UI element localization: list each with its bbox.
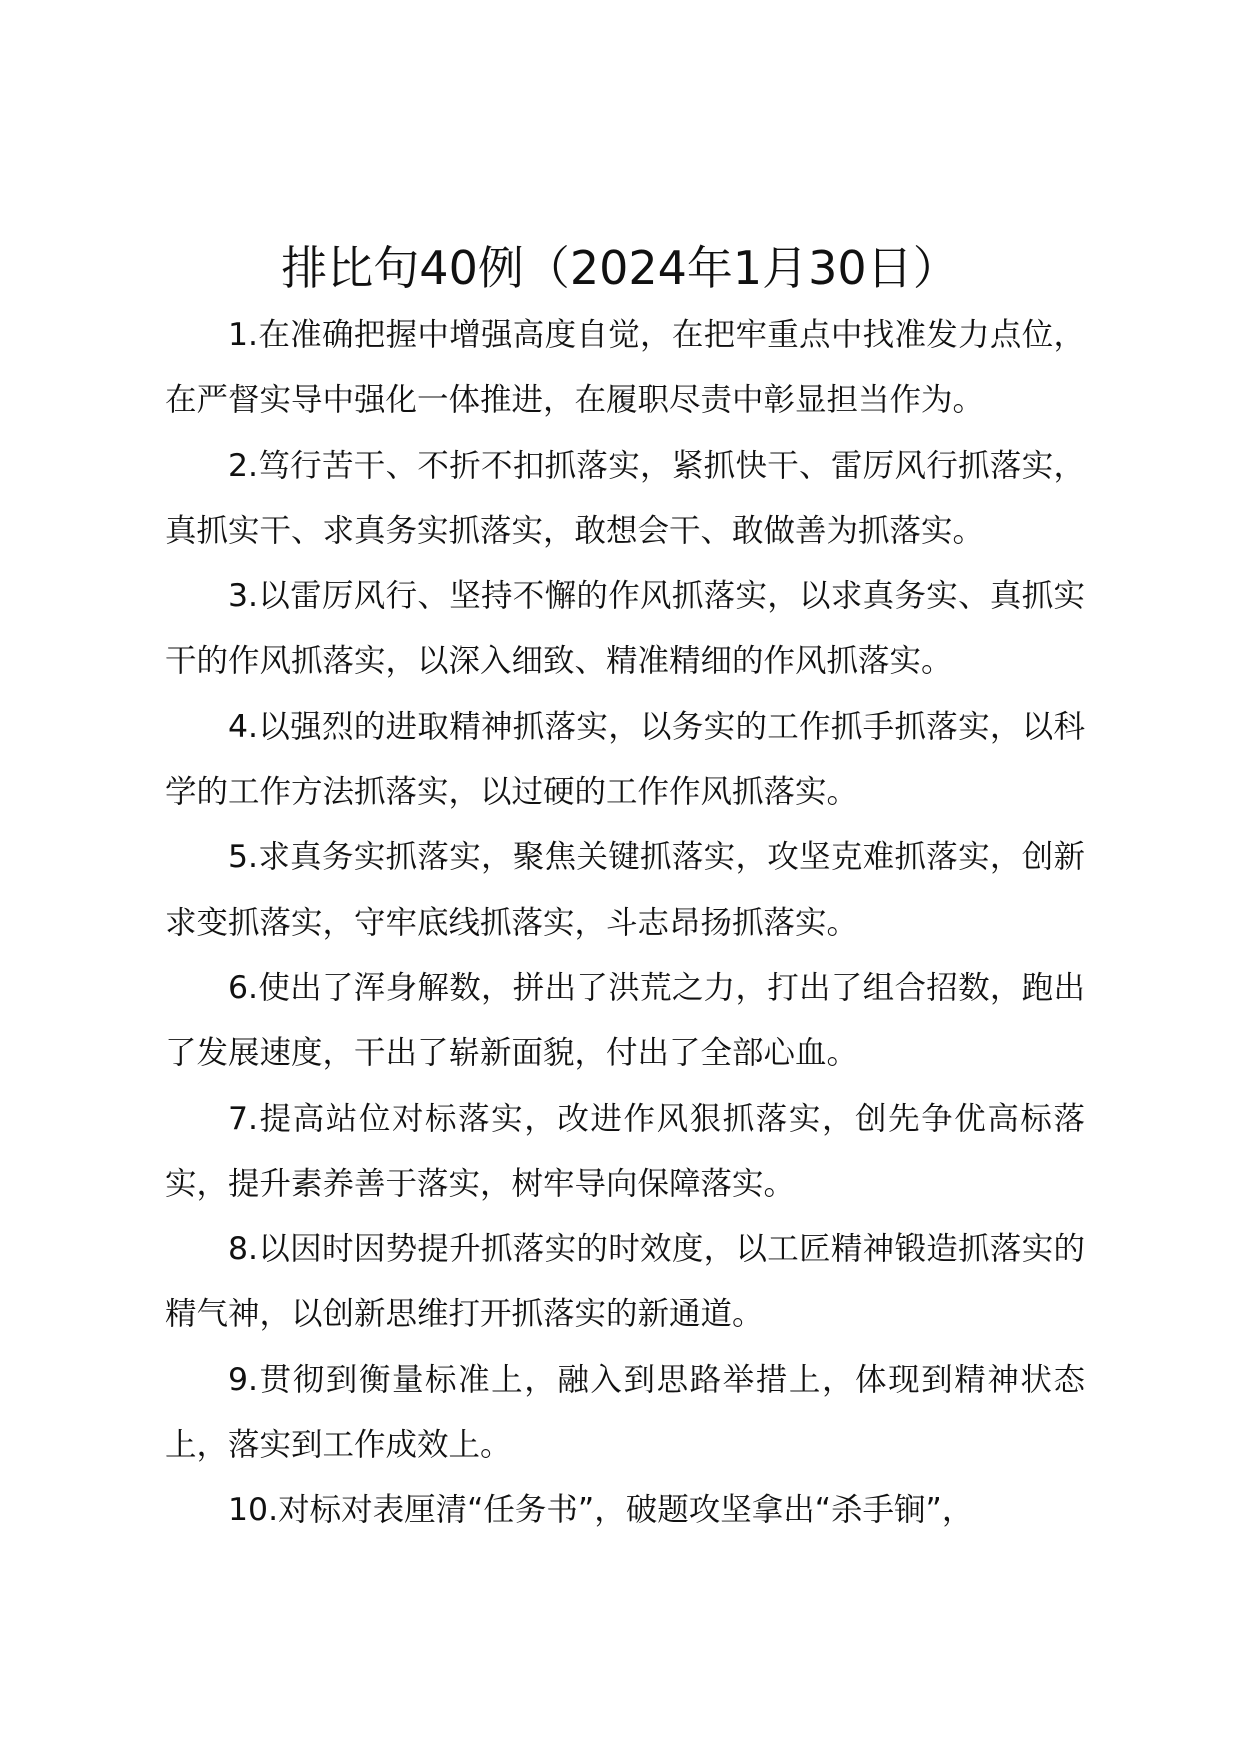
paragraph-6: 6.使出了浑身解数，拼出了洪荒之力，打出了组合招数，跑出了发展速度，干出了崭新面貌，付出了全部心血。 bbox=[165, 969, 1085, 1072]
paragraph-8: 8.以因时因势提升抓落实的时效度，以工匠精神锻造抓落实的精气神，以创新思维打开抓落实的新通道。 bbox=[165, 1231, 1085, 1333]
paragraph-1: 1.在准确把握中增强高度自觉，在把牢重点中找准发力点位，在严督实导中强化一体推进，在履职尽责中彰显担当作为。 bbox=[165, 317, 1085, 419]
paragraph-10: 10.对标对表厘清“任务书”，破题攻坚拿出“杀手锏”， bbox=[228, 1492, 974, 1529]
paragraph-2: 2.笃行苦干、不折不扣抓落实，紧抓快干、雷厉风行抓落实，真抓实干、求真务实抓落实，敢想会干、敢做善为抓落实。 bbox=[165, 447, 1085, 549]
paragraph-4: 4.以强烈的进取精神抓落实，以务实的工作抓手抓落实，以科学的工作方法抓落实，以过硬的工作作风抓落实。 bbox=[165, 708, 1085, 811]
paragraph-9: 9.贯彻到衡量标准上，融入到思路举措上，体现到精神状态上，落实到工作成效上。 bbox=[165, 1361, 1085, 1464]
paragraph-3: 3.以雷厉风行、坚持不懈的作风抓落实，以求真务实、真抓实干的作风抓落实，以深入细致、精准精细的作风抓落实。 bbox=[165, 578, 1085, 680]
document-body bbox=[165, 303, 1085, 1544]
document-title: 排比句40例（2024年1月30日） bbox=[281, 241, 959, 295]
paragraph-7: 7.提高站位对标落实，改进作风狠抓落实，创先争优高标落实，提升素养善于落实，树牢导向保障落实。 bbox=[165, 1100, 1085, 1202]
paragraph-5: 5.求真务实抓落实，聚焦关键抓落实，攻坚克难抓落实，创新求变抓落实，守牢底线抓落实，斗志昂扬抓落实。 bbox=[165, 839, 1085, 941]
